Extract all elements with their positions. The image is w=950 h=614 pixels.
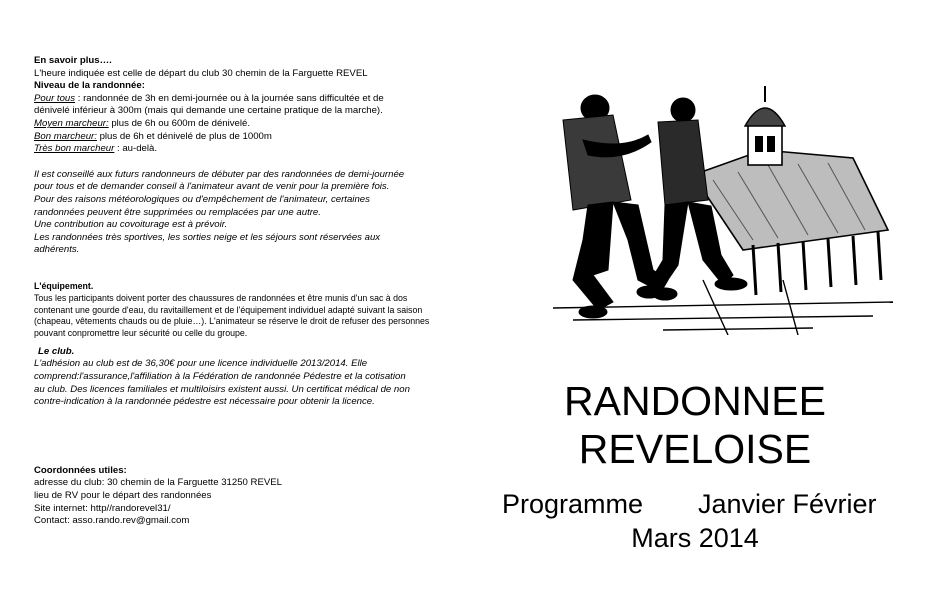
contact-line: Site internet: http//randorevel31/	[34, 502, 171, 514]
advice-block	[34, 169, 479, 257]
club-line: contre-indication à la randonnée pédestre est nécessaire pour obtenir la licence.	[34, 396, 375, 408]
equipment-line: (chapeau, vêtements chauds ou de pluie…). L'animateur se réserve le droit de refuser des personnes	[34, 316, 430, 327]
advice-line: pour tous et de demander conseil à l'animateur avant de venir pour la première fois.	[34, 181, 390, 193]
equipment-block	[34, 281, 479, 340]
level-label: Moyen marcheur:	[34, 117, 109, 129]
level-pour-tous: Pour tous : randonnée de 3h en demi-journée ou à la journée sans difficultée et de	[34, 92, 384, 104]
level-desc: plus de 6h et dénivelé de plus de 1000m	[99, 130, 272, 142]
advice-line: adhérents.	[34, 244, 80, 256]
advice-line: Une contribution au covoiturage est à prévoir.	[34, 219, 228, 231]
advice-line: Il est conseillé aux futurs randonneurs de débuter par des randonnées de demi-journée	[34, 168, 405, 180]
level-tres-bon: Très bon marcheur : au-delà.	[34, 143, 158, 155]
equipment-line: pouvant conpromettre leur sécurité ou celle du groupe.	[34, 328, 248, 339]
contact-block	[34, 465, 479, 528]
programme-year: Mars 2014	[631, 523, 759, 553]
contact-line: Contact: asso.rando.rev@gmail.com	[34, 515, 190, 527]
equipment-line: Tous les participants doivent porter des chaussures de randonnées et être munis d'un sac à dos	[34, 292, 408, 303]
contact-line: lieu de RV pour le départ des randonnées	[34, 490, 212, 502]
niveau-heading: Niveau de la randonnée:	[34, 80, 145, 92]
level-moyen	[34, 118, 479, 131]
level-pour-tous-cont: dénivelé inférieur à 300m (mais qui demande une certaine pratique de la marche).	[34, 105, 383, 117]
hikers-market-hall-illustration	[553, 80, 893, 335]
advice-line: Pour des raisons météorologiques ou d'empêchement de l'animateur, certaines	[34, 193, 370, 205]
equipment-line: contenant une gourde d'eau, du ravitaillement et de l'équipement individuel adapté suivant la saison	[34, 304, 423, 315]
advice-line: Les randonnées très sportives, les sorties neige et les séjours sont réservées aux	[34, 231, 381, 243]
level-label: Bon marcheur:	[34, 130, 97, 142]
club-line: L'adhésion au club est de 36,30€ pour une licence individuelle 2013/2014. Elle	[34, 358, 368, 370]
depart-text: L'heure indiquée est celle de départ du club 30 chemin de la Farguette REVEL	[34, 67, 368, 79]
club-line: comprend:l'assurance,l'affiliation à la Fédération de randonnée Pédestre et la cotisation	[34, 371, 406, 383]
level-label: Pour tous	[34, 92, 76, 104]
club-heading: Le club.	[38, 345, 75, 357]
level-desc: plus de 6h ou 600m de dénivelé.	[111, 117, 251, 129]
contact-line: adresse du club: 30 chemin de la Farguette 31250 REVEL	[34, 477, 282, 489]
level-desc: randonnée de 3h en demi-journée ou à la journée sans difficultée et de	[83, 92, 384, 104]
equipment-heading: L'équipement.	[34, 280, 94, 291]
programme-months: Janvier Février	[698, 489, 877, 519]
level-label: Très bon marcheur	[34, 143, 115, 155]
level-bon	[34, 131, 479, 144]
advice-line: randonnées peuvent être supprimées ou remplacées par une autre.	[34, 206, 321, 218]
contact-heading: Coordonnées utiles:	[34, 464, 127, 476]
title-line-1: RANDONNEE	[564, 378, 826, 424]
info-column	[34, 55, 479, 528]
club-block	[34, 346, 479, 409]
programme-label: Programme	[502, 489, 644, 519]
club-line: au club. Des licences familiales et multiloisirs existent aussi. Un certificat médical de non	[34, 383, 410, 395]
title-line-2: REVELOISE	[578, 426, 812, 472]
level-desc: au-delà.	[122, 143, 158, 155]
info-heading: En savoir plus….	[34, 55, 112, 66]
